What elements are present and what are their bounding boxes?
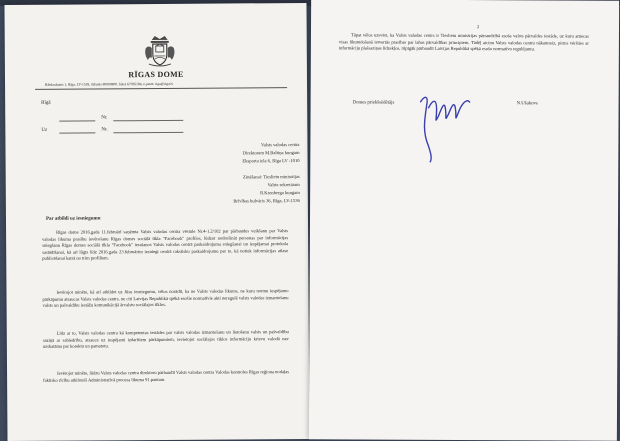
cc-line: Brīvības bulvāris 36, Rīga, LV-1536	[233, 198, 300, 204]
signature-label: Domes priekšsēdētājs	[352, 100, 395, 106]
cc-line: Valsts sekretāram	[267, 182, 300, 188]
uz-blank-line	[59, 132, 95, 133]
body-paragraph: Ievērojot minēto, kā arī atbildot uz Jūsu iesniegumu, vēlos norādīt, ka ne Valsts valodas likums, ne kuru normu iespējamo pārkāpumu atsaucas Valsts valodas centrs, ne citi Latvijas Republikā spēkā esošie normatīvie akti neregulē valsts valodas izmantošanu valsts un pašvaldību iestāžu komunikācijā ārvalstu sociālajos tīklos.	[42, 288, 289, 308]
nr-label-2: Nr.	[101, 127, 108, 133]
cc-line: Zināšanai: Tieslietu ministrijas	[243, 174, 300, 180]
cc-line: R.Kronberga kungam	[260, 190, 300, 196]
body-paragraph: Tāpat vēlos uzsvērt, ka Valsts valodas centrs ir Tieslietu ministrijas pārraudzībā esoša valsts pārvaldes iestāde, uz kuru attiecas visas likumdošanā ietvertās prasības par labas pārvaldības principiem. Tādēļ aicinu Valsts valodas centru nākamreiz, pirms vēršties ar informāciju plašsaziņas līdzekļos, rūpīgāk pārbaudīt Latvijas Republikā spēkā esošo normatīvo regulējumu.	[338, 32, 589, 52]
body-paragraph: Rīgas dome 2016.gada 11.februārī saņēmta Valsts valodas centra vēstule Nr.4-1.2/102 par pārbaudes veikšanu par Valsts valodas likuma prasību ievērošanu Rīgas domes sociālā tīkla "Facebook" profilos, lūdzot nodrošināt personas par informācijas sniegšanu Rīgas domes sociālā tīkla "Facebook" ierašanos Valsts valodas centrā paskaidrojuma sniegšanai un iespējamai protokola sastādīšanai, kā arī lūgts līdz 2016.gada 23.februārim iesniegt centrā rakstisku paskaidrojumu par to, kā notiek informācijas atlase publicēšanai katrā no trim profiliem.	[42, 228, 289, 262]
body-paragraph: Līdz ar to, Valsts valodas centra kā kompetentas iestādes par valsts valodas izmantošanu un lietošanu valsts un pašvaldību saziņā ar sabiedrību, atsauce uz iespējami izdarītiem pārkāpumiem, ievietojot sociālajos tīklos informāciju krievu valodā nav uzskatāma par korektu un pamatotu.	[42, 329, 289, 349]
letter-page-1	[4, 3, 309, 441]
org-address: Rātslaukums 1, Rīga, LV-1539, tālrunis 80000800, fakss 67026184, e-pasts: riga@riga.lv	[45, 81, 174, 87]
recipient-line: Eksporta iela 6, Rīga LV -1010	[242, 158, 300, 164]
coat-of-arms-icon	[143, 34, 177, 68]
recipient-line: Valsts valodas centra	[260, 142, 300, 148]
letter-page-2	[309, 0, 619, 441]
page-number: 2	[476, 24, 480, 30]
header-rule	[35, 87, 287, 90]
nr-label-1: Nr.	[101, 115, 108, 121]
signatory-name: N.Ušakovs	[516, 101, 538, 107]
body-paragraph: Ievērojot minēto, lūdzu Valsts valodas centra direktoru pārbaudīt Valsts valodas centra Valodas kontroles Rīgas reģiona nodaļas faktisko rīcību atbilstoši Administratīvā procesa likuma 91.pantam.	[43, 369, 290, 383]
recipient-line: Direktoram M.Baltiņa kungam	[242, 150, 300, 156]
org-name: RĪGAS DOME	[128, 69, 184, 80]
letter-subject: Par atbildi uz iesniegumu	[45, 216, 101, 222]
uz-label: Uz	[41, 127, 48, 133]
nr-blank-line-1	[113, 120, 183, 121]
date-blank-line	[59, 120, 95, 121]
nr-blank-line-2	[113, 132, 183, 133]
place-label: Rīgā	[41, 100, 51, 106]
handwritten-signature	[414, 86, 474, 166]
